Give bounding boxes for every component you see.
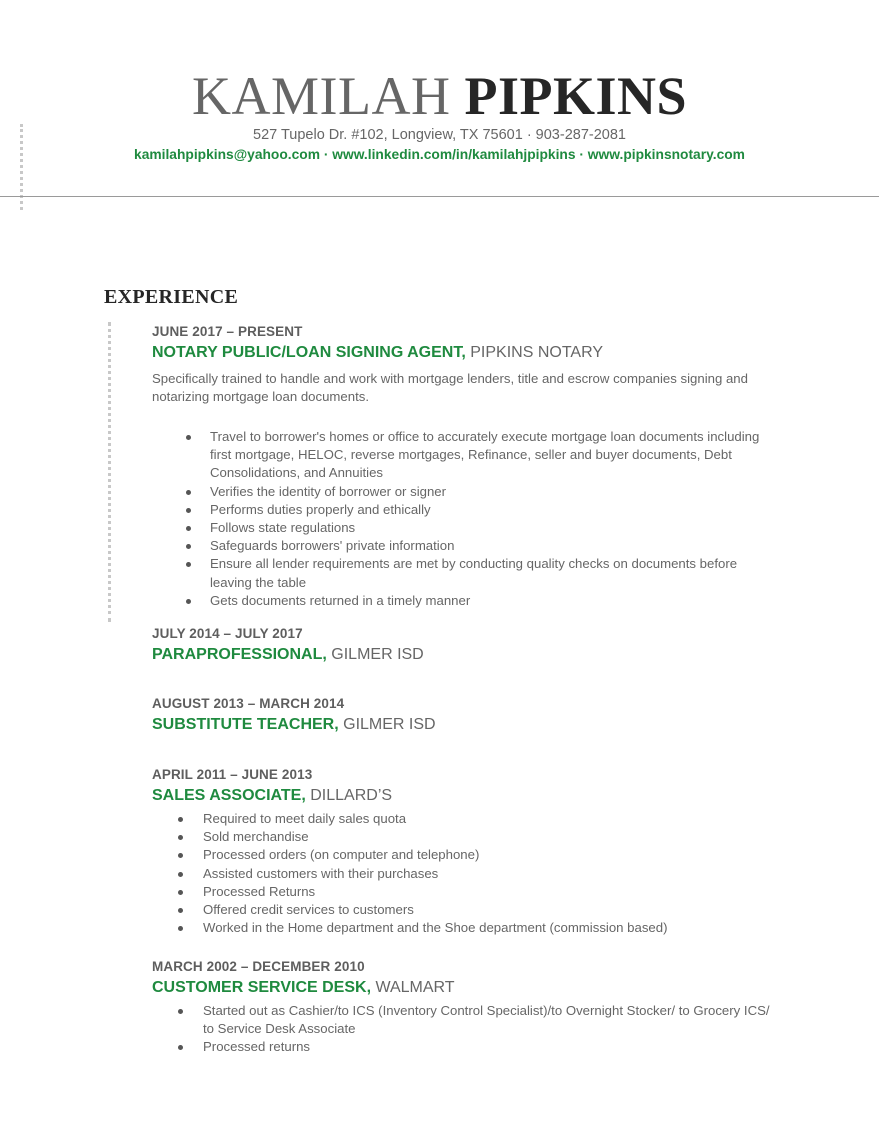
job-title: CUSTOMER SERVICE DESK,	[152, 979, 372, 996]
job-dates: JUNE 2017 – PRESENT	[152, 324, 303, 339]
bullet-item: Follows state regulations	[210, 519, 780, 537]
job-bullets	[203, 1002, 783, 1057]
job-heading	[152, 715, 436, 735]
section-title-experience: EXPERIENCE	[104, 286, 239, 308]
bullet-item: Ensure all lender requirements are met by conducting quality checks on documents before leaving the table	[210, 555, 780, 591]
header-divider	[0, 196, 879, 197]
bullet-item: Verifies the identity of borrower or signer	[210, 483, 780, 501]
bullet-item: Sold merchandise	[203, 828, 783, 846]
job-company: GILMER ISD	[338, 716, 436, 733]
job-title: PARAPROFESSIONAL,	[152, 646, 327, 663]
job-dates: JULY 2014 – JULY 2017	[152, 626, 303, 641]
job-company: WALMART	[371, 979, 455, 996]
job-heading	[152, 645, 424, 665]
last-name: PIPKINS	[464, 66, 688, 126]
job-heading	[152, 343, 603, 363]
bullet-item: Safeguards borrowers' private information	[210, 537, 780, 555]
job-bullets	[203, 810, 783, 937]
candidate-name	[0, 66, 879, 126]
job-company: GILMER ISD	[326, 646, 424, 663]
bullet-item: Assisted customers with their purchases	[203, 865, 783, 883]
bullet-item: Started out as Cashier/to ICS (Inventory Control Specialist)/to Overnight Stocker/ to Grocery ICS/ to Service Desk Associate	[203, 1002, 783, 1038]
job-dates: MARCH 2002 – DECEMBER 2010	[152, 959, 365, 974]
job-company: DILLARD’S	[305, 787, 393, 804]
job-title: SALES ASSOCIATE,	[152, 787, 306, 804]
job-bullets	[210, 428, 780, 610]
bullet-item: Offered credit services to customers	[203, 901, 783, 919]
first-name: KAMILAH	[191, 66, 451, 126]
bullet-item: Worked in the Home department and the Shoe department (commission based)	[203, 919, 783, 937]
bullet-item: Processed returns	[203, 1038, 783, 1056]
job-title: NOTARY PUBLIC/LOAN SIGNING AGENT,	[152, 344, 466, 361]
bullet-item: Processed Returns	[203, 883, 783, 901]
job-heading	[152, 978, 455, 998]
job-dates: AUGUST 2013 – MARCH 2014	[152, 696, 345, 711]
bullet-item: Performs duties properly and ethically	[210, 501, 780, 519]
job-dates: APRIL 2011 – JUNE 2013	[152, 767, 313, 782]
job-description: Specifically trained to handle and work with mortgage lenders, title and escrow companies signing and notarizing mortgage loan documents.	[152, 371, 748, 404]
contact-address: 527 Tupelo Dr. #102, Longview, TX 75601 · 903-287-2081	[253, 127, 626, 143]
bullet-item: Required to meet daily sales quota	[203, 810, 783, 828]
job-title: SUBSTITUTE TEACHER,	[152, 716, 339, 733]
job-heading	[152, 786, 392, 806]
bullet-item: Travel to borrower's homes or office to accurately execute mortgage loan documents including first mortgage, HELOC, reverse mortgages, Refinance, seller and buyer documents, Debt Consolidations, and Annuities	[210, 428, 780, 483]
bullet-item: Gets documents returned in a timely manner	[210, 592, 780, 610]
job-company: PIPKINS NOTARY	[465, 344, 604, 361]
section-dotted-accent	[108, 322, 111, 622]
bullet-item: Processed orders (on computer and telephone)	[203, 846, 783, 864]
contact-links[interactable]: kamilahpipkins@yahoo.com · www.linkedin.com/in/kamilahjpipkins · www.pipkinsnotary.com	[134, 147, 745, 162]
